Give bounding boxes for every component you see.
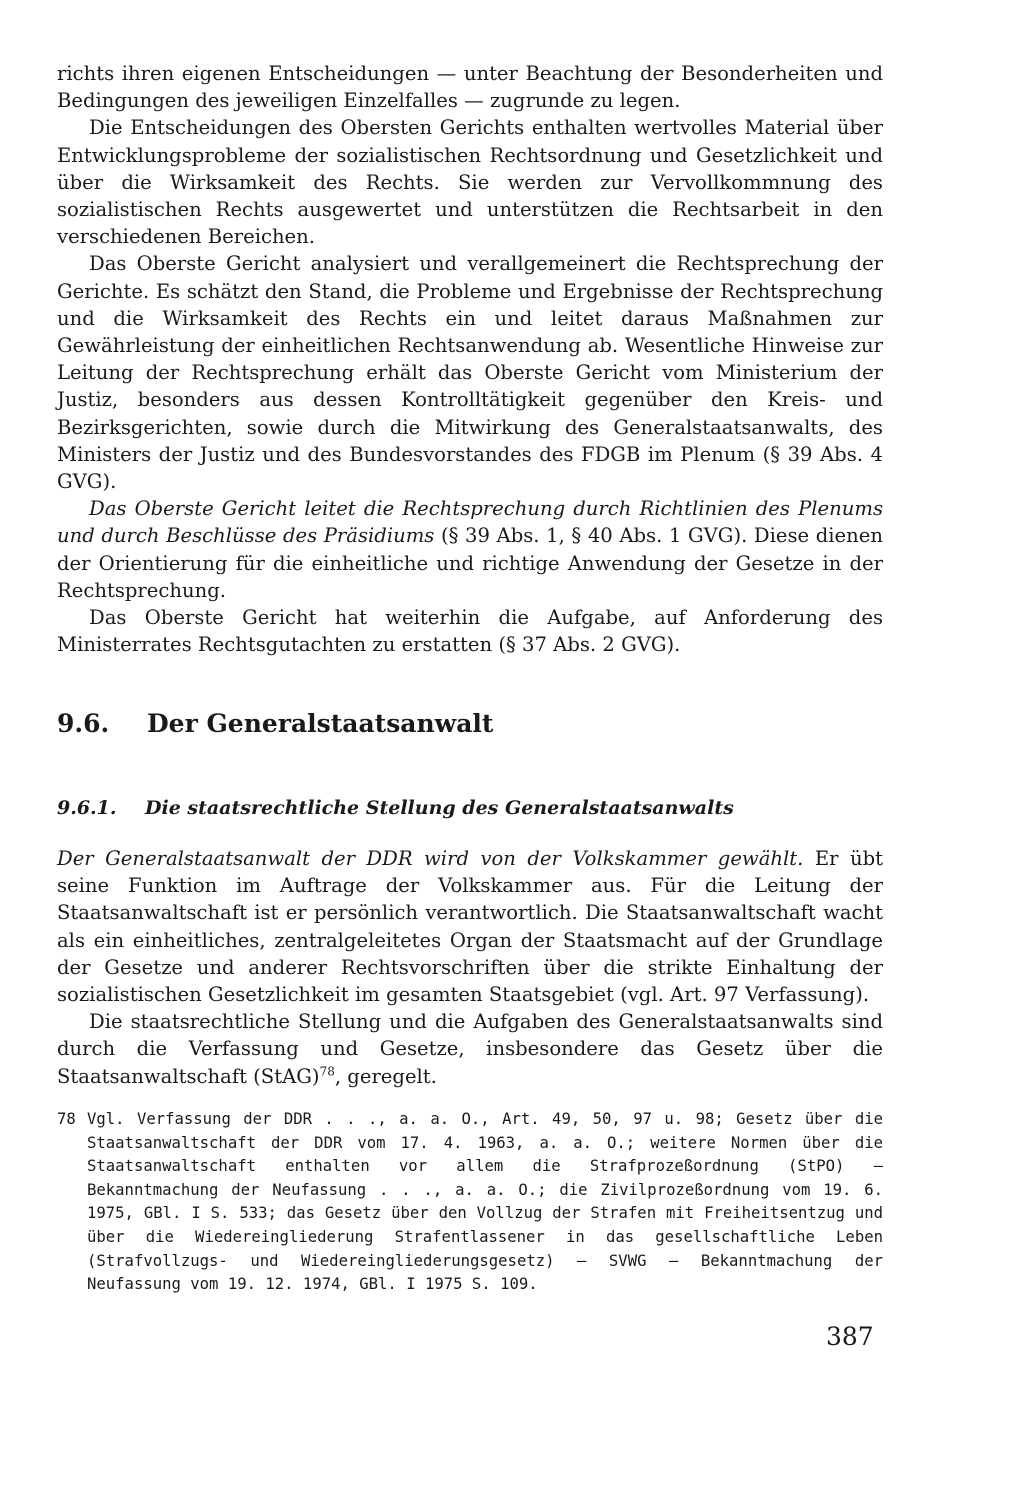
subsection-heading-title: Die staatsrechtliche Stellung des Generalstaatsanwalts bbox=[145, 797, 734, 819]
subsection-heading-number: 9.6.1. bbox=[57, 797, 117, 819]
legal-position-end: , geregelt. bbox=[334, 1064, 437, 1088]
election-italic: Der Generalstaatsanwalt der DDR wird von der Volkskammer gewählt. bbox=[57, 847, 804, 870]
footnote-reference[interactable]: 78 bbox=[319, 1064, 335, 1079]
legal-position-text: Die staatsrechtliche Stellung und die Aufgaben des Generalstaatsanwalts sind durch die Verfassung und Gesetze, insbesondere das Gesetz über die Staatsanwaltschaft (StAG) bbox=[57, 1010, 883, 1088]
guidelines-rest: (§ 39 Abs. 1, § 40 Abs. 1 GVG). Diese dienen der Orientierung für die einheitliche und richtige Anwendung der Gesetze in der Rechtsprechung. bbox=[57, 524, 883, 602]
paragraph-opinions: Das Oberste Gericht hat weiterhin die Aufgabe, auf Anforderung des Ministerrates Rechtsgutachten zu erstatten (§ 37 Abs. 2 GVG). bbox=[57, 606, 883, 657]
section-heading-title: Der Generalstaatsanwalt bbox=[147, 709, 494, 738]
guidelines-italic: Das Oberste Gericht leitet die Rechtsprechung durch Richtlinien des Plenums und durch Beschlüsse des Präsidiums bbox=[57, 497, 883, 548]
election-rest: Er übt seine Funktion im Auftrage der Volkskammer aus. Für die Leitung der Staatsanwaltschaft ist er persönlich verantwortlich. Die Staatsanwaltschaft wacht als ein einheitliches, zentralgeleitetes Organ der Staatsmacht auf der Grundlage der Gesetze und anderer Rechtsvorschriften über die strikte Einhaltung der sozialistischen Gesetzlichkeit im gesamten Staatsgebiet (vgl. Art. 97 Verfassung). bbox=[57, 847, 883, 1007]
footnote bbox=[57, 1108, 883, 1297]
subsection-heading bbox=[57, 795, 734, 821]
section-body-top bbox=[57, 60, 883, 658]
paragraph-legal-position bbox=[57, 1008, 883, 1090]
footnote-number: 78 bbox=[57, 1110, 76, 1128]
section-body-bottom bbox=[57, 845, 883, 1090]
section-heading-number: 9.6. bbox=[57, 709, 110, 738]
paragraph-guidelines bbox=[57, 495, 883, 604]
paragraph-election bbox=[57, 845, 883, 1008]
paragraph-decisions: Die Entscheidungen des Obersten Gerichts enthalten wertvolles Material über Entwicklungsprobleme der sozialistischen Rechtsordnung und Gesetzlichkeit und über die Wirksamkeit des Rechts. Sie werden zur Vervollkommnung des sozialistischen Rechts ausgewertet und unterstützen die Rechtsarbeit in den verschiedenen Bereichen. bbox=[57, 116, 883, 249]
page-number: 387 bbox=[826, 1322, 874, 1351]
paragraph-analysis: Das Oberste Gericht analysiert und verallgemeinert die Rechtsprechung der Gerichte. Es schätzt den Stand, die Probleme und Ergebnisse der Rechtsprechung und die Wirksamkeit des Rechts ein und leitet daraus Maßnahmen zur Gewährleistung der einheitlichen Rechtsanwendung ab. Wesentliche Hinweise zur Leitung der Rechtsprechung erhält das Oberste Gericht vom Ministerium der Justiz, besonders aus dessen Kontrolltätigkeit gegenüber den Kreis- und Bezirksgerichten, sowie durch die Mitwirkung des Generalstaatsanwalts, des Ministers der Justiz und des Bundesvorstandes des FDGB im Plenum (§ 39 Abs. 4 GVG). bbox=[57, 252, 883, 494]
paragraph-continuation: richts ihren eigenen Entscheidungen — unter Beachtung der Besonderheiten und Bedingungen des jeweiligen Einzelfalles — zugrunde zu legen. bbox=[57, 62, 883, 113]
footnote-text: Vgl. Verfassung der DDR . . ., a. a. O., Art. 49, 50, 97 u. 98; Gesetz über die Staatsanwaltschaft der DDR vom 17. 4. 1963, a. a. O.; weitere Normen über die Staatsanwaltschaft enthalten vor allem die Strafprozeßordnung (StPO) — Bekanntmachung der Neufassung . . ., a. a. O.; die Zivilprozeßordnung vom 19. 6. 1975, GBl. I S. 533; das Gesetz über den Vollzug der Strafen mit Freiheitsentzug und über die Wiedereingliederung Strafentlassener in das gesellschaftliche Leben (Strafvollzugs- und Wiedereingliederungsgesetz) — SVWG — Bekanntmachung der Neufassung vom 19. 12. 1974, GBl. I 1975 S. 109. bbox=[87, 1110, 883, 1294]
section-heading bbox=[57, 707, 493, 741]
